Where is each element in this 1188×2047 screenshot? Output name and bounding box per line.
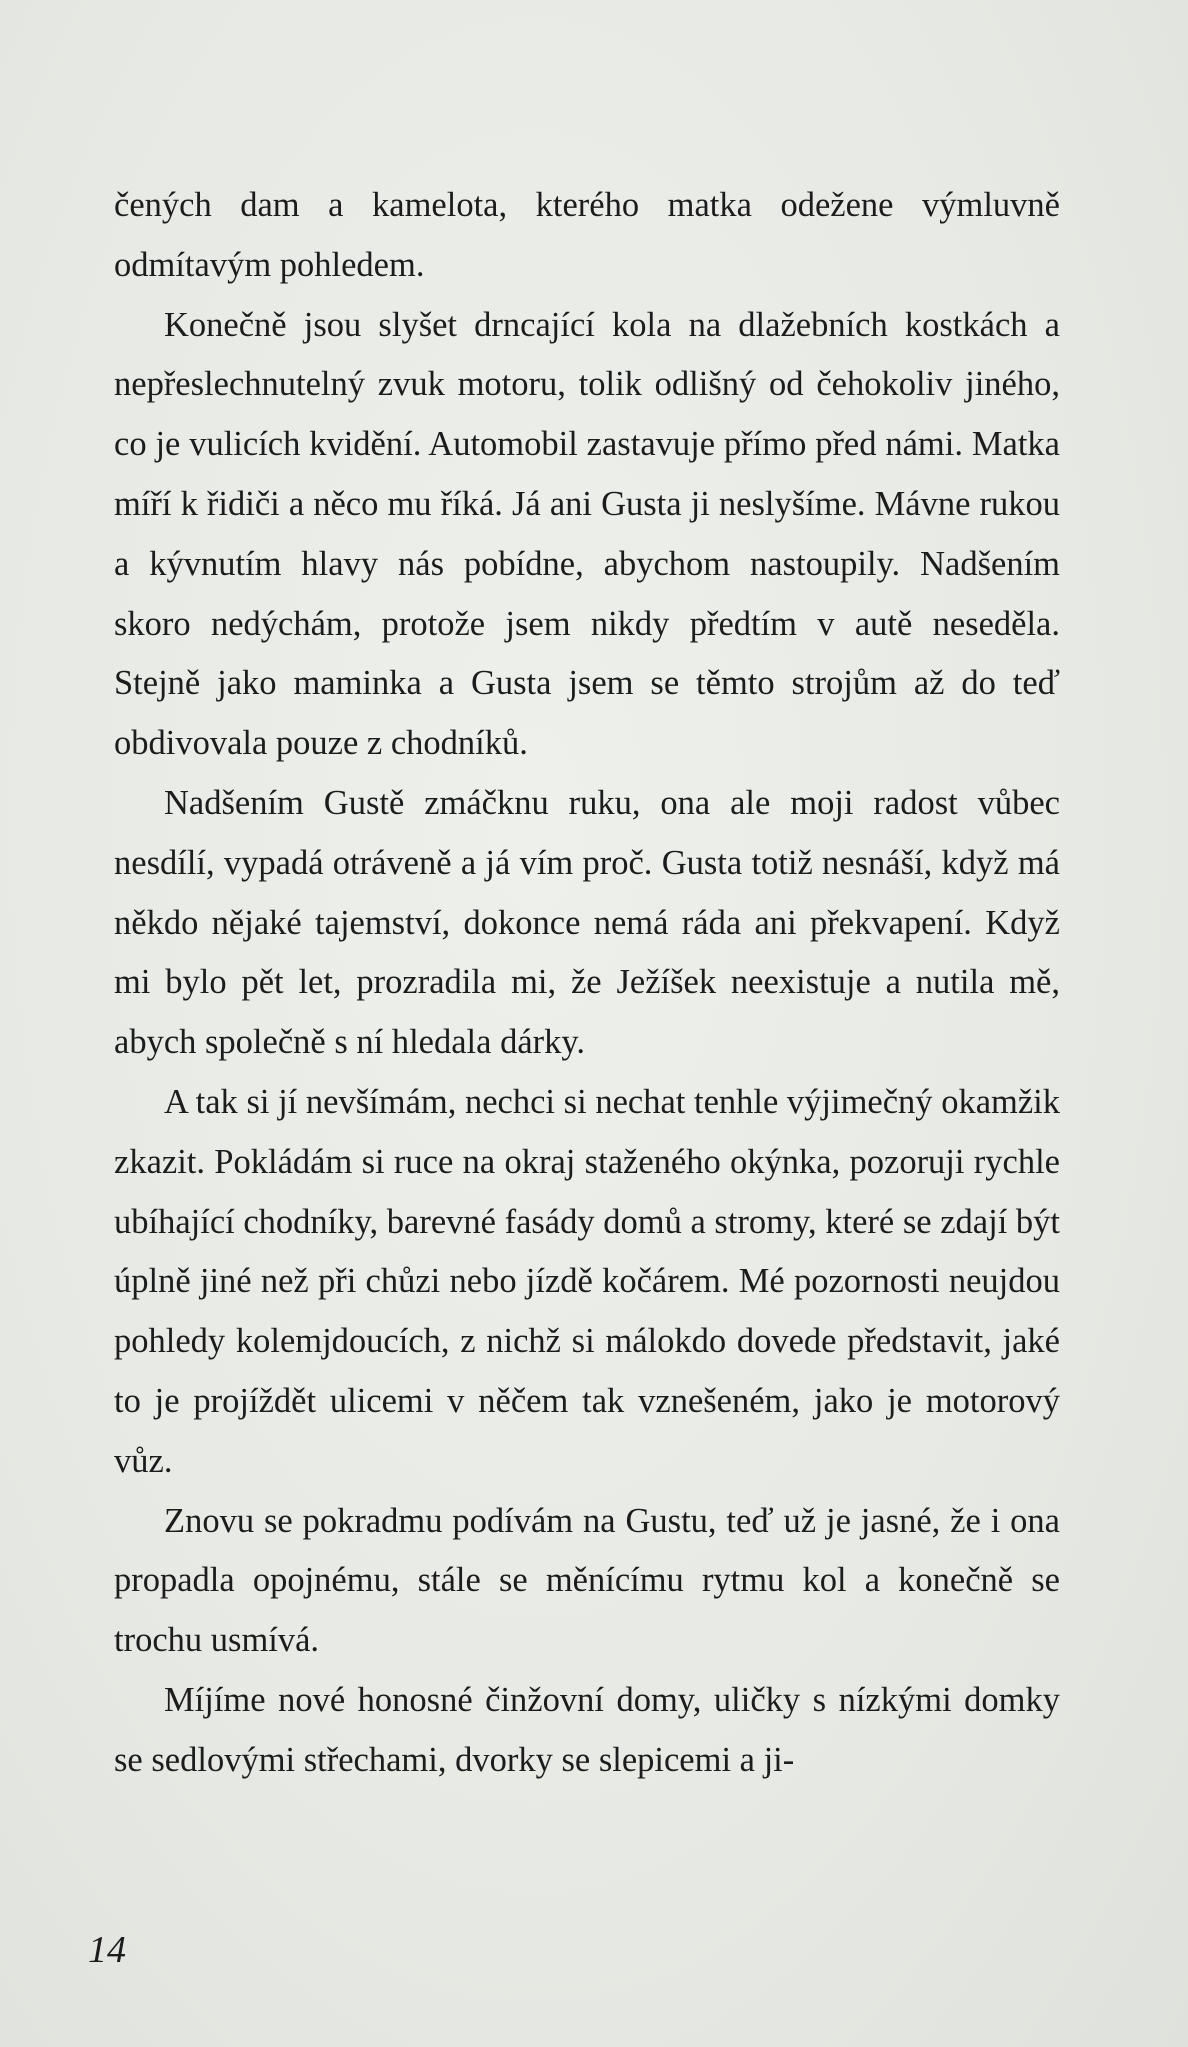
paragraph-1: čených dam a kamelota, kterého matka odežene výmluvně odmítavým pohledem.: [114, 186, 1060, 284]
paragraph-6: Míjíme nové honosné činžovní domy, uličky s nízkými domky se sedlovými střechami, dvorky se slepicemi a ji-: [114, 1680, 1060, 1779]
paragraph-3: Nadšením Gustě zmáčknu ruku, ona ale moji radost vůbec nesdílí, vypadá otráveně a já vím proč. Gusta totiž nesnáší, když má někdo nějaké tajemství, dokonce nemá ráda ani překvapení. Když mi bylo pět let, prozradila mi, že Ježíšek neexistuje a nutila mě, abych společně s ní hledala dárky.: [114, 783, 1060, 1062]
page-number: 14: [88, 1929, 126, 1971]
paragraph-4: A tak si jí nevšímám, nechci si nechat tenhle výjimečný okamžik zkazit. Pokládám si ruce na okraj staženého okýnka, pozoruji rychle ubíhající chodníky, barevné fasády domů a stromy, které se zdají být úplně jiné než při chůzi nebo jízdě kočárem. Mé pozornosti neujdou pohledy kolemjdoucích, z nichž si málokdo dovede představit, jaké to je projíždět ulicemi v něčem tak vznešeném, jako je motorový vůz.: [114, 1082, 1060, 1480]
paragraph-2: Konečně jsou slyšet drncající kola na dlažebních kostkách a nepřeslechnutelný zvuk motoru, tolik odlišný od čehokoliv jiného, co je vulicích kvidění. Automobil zastavuje přímo před námi. Matka míří k řidiči a něco mu říká. Já ani Gusta ji neslyšíme. Mávne rukou a kývnutím hlavy nás pobídne, abychom nastoupily. Nadšením skoro nedýchám, protože jsem nikdy předtím v autě neseděla. Stejně jako maminka a Gusta jsem se těmto strojům až do teď obdivovala pouze z chodníků.: [114, 305, 1060, 763]
body-text: [114, 176, 1060, 1791]
paragraph-5: Znovu se pokradmu podívám na Gustu, teď už je jasné, že i ona propadla opojnému, stále se měnícímu rytmu kol a konečně se trochu usmívá.: [114, 1501, 1060, 1660]
